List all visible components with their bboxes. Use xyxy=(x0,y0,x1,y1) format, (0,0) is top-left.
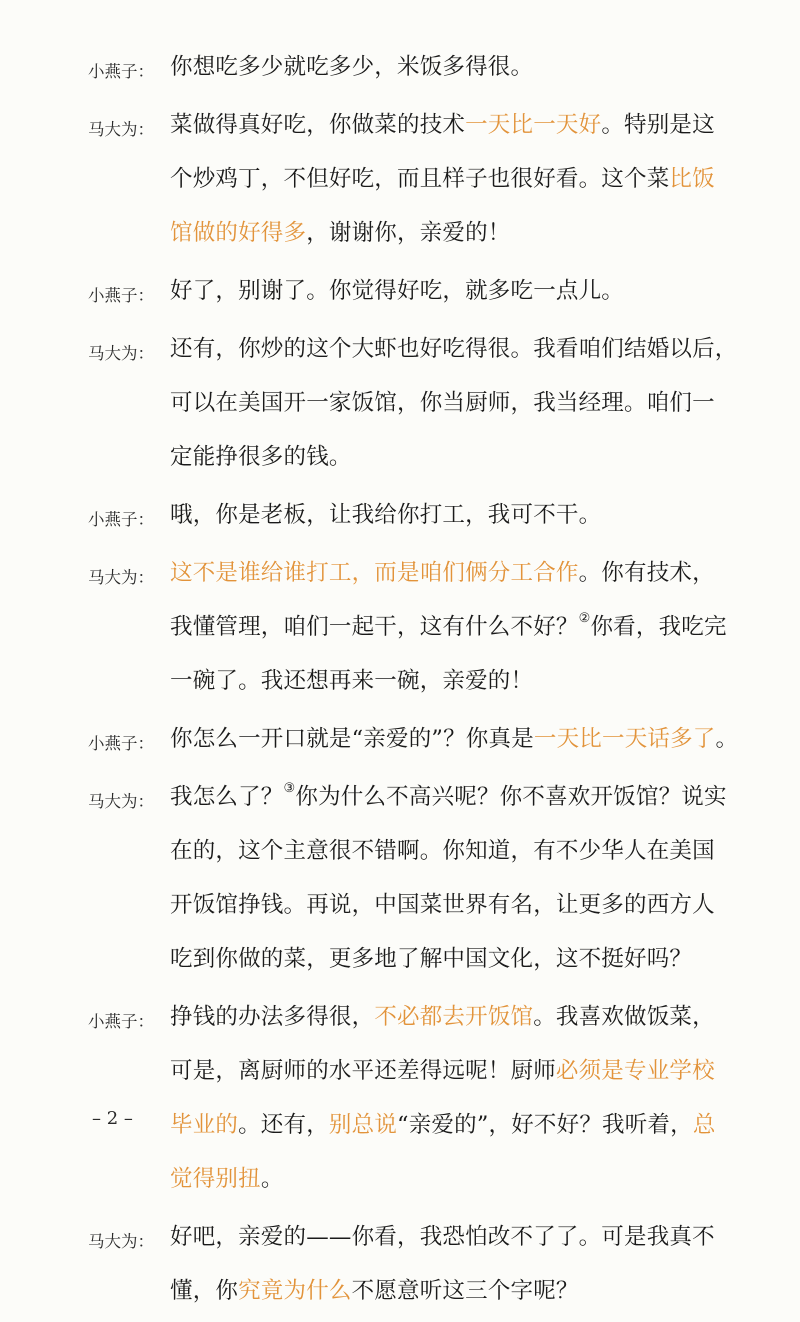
dialogue-text: “亲爱的”，好不好？我听着， xyxy=(397,1112,693,1138)
dialogue-text: 一碗了。我还想再来一碗，亲爱的！ xyxy=(170,668,534,694)
dialogue-text: ，谢谢你，亲爱的！ xyxy=(306,220,511,246)
highlighted-phrase: 别总说 xyxy=(328,1112,398,1138)
dialogue-text: 吃到你做的菜，更多地了解中国文化，这不挺好吗？ xyxy=(170,946,693,972)
dialogue-text: 可是，离厨师的水平还差得远呢！厨师 xyxy=(170,1058,556,1084)
dialogue-line xyxy=(170,44,770,98)
dialogue-text: 可以在美国开一家饭馆，你当厨师，我当经理。咱们一 xyxy=(170,390,715,416)
highlighted-phrase: 总 xyxy=(692,1112,716,1138)
dialogue-text: 好吧，亲爱的——你看，我恐怕改不了了。可是我真不 xyxy=(170,1224,715,1250)
highlighted-phrase: 这不是谁给谁打工，而是咱们俩分工合作 xyxy=(170,560,579,586)
speaker-label: 小燕子： xyxy=(88,62,154,81)
dialogue-text: 在的，这个主意很不错啊。你知道，有不少华人在美国 xyxy=(170,838,715,864)
dialogue-text: 定能挣很多的钱。 xyxy=(170,444,352,470)
dialogue-line xyxy=(170,882,770,936)
speaker-label: 小燕子： xyxy=(88,734,154,753)
dialogue-line xyxy=(170,658,770,712)
dialogue-text: 你想吃多少就吃多少，米饭多得很。 xyxy=(170,54,534,80)
speaker-label: 马大为： xyxy=(88,120,154,139)
dialogue-text: 你看，我吃完 xyxy=(590,614,727,640)
dialogue-line xyxy=(170,156,770,210)
dialogue-line xyxy=(170,210,770,264)
footnote-marker: ② xyxy=(578,611,591,626)
dialogue-line xyxy=(170,716,770,770)
highlighted-phrase: 不必都去开饭馆 xyxy=(374,1004,534,1030)
speaker-label: 马大为： xyxy=(88,1232,154,1251)
speaker-label: 马大为： xyxy=(88,792,154,811)
dialogue-line xyxy=(170,828,770,882)
dialogue-line xyxy=(170,994,770,1048)
dialogue-text: 不愿意听这三个字呢？ xyxy=(351,1278,579,1304)
dialogue-text: 。我喜欢做饭菜， xyxy=(533,1004,715,1030)
speaker-label: 马大为： xyxy=(88,568,154,587)
dialogue-text: 还有，你炒的这个大虾也好吃得很。我看咱们结婚以后， xyxy=(170,336,738,362)
dialogue-line xyxy=(170,380,770,434)
dialogue-text: 懂，你 xyxy=(170,1278,239,1304)
dialogue-text: 我怎么了？ xyxy=(170,784,284,810)
dialogue-line xyxy=(170,936,770,990)
dialogue-line xyxy=(170,102,770,156)
dialogue-text: 菜做得真好吃，你做菜的技术 xyxy=(170,112,466,138)
dialogue-line xyxy=(170,434,770,488)
dialogue-line xyxy=(170,492,770,546)
dialogue-line xyxy=(170,326,770,380)
dialogue-text: 个炒鸡丁，不但好吃，而且样子也很好看。这个菜 xyxy=(170,166,670,192)
dialogue-text: 开饭馆挣钱。再说，中国菜世界有名，让更多的西方人 xyxy=(170,892,715,918)
dialogue-text: 哦，你是老板，让我给你打工，我可不干。 xyxy=(170,502,602,528)
dialogue-line xyxy=(170,1048,770,1102)
dialogue-line xyxy=(170,268,770,322)
speaker-label: 马大为： xyxy=(88,344,154,363)
dialogue-text: 。 xyxy=(715,726,739,752)
highlighted-phrase: 比饭 xyxy=(669,166,715,192)
dialogue-line xyxy=(170,1156,770,1210)
highlighted-phrase: 觉得别扭 xyxy=(170,1166,261,1192)
page-number: – 2 – xyxy=(92,1108,133,1129)
dialogue-text: 你怎么一开口就是“亲爱的”？你真是 xyxy=(170,726,534,752)
dialogue-text: 。还有， xyxy=(238,1112,329,1138)
highlighted-phrase: 毕业的 xyxy=(170,1112,239,1138)
highlighted-phrase: 一天比一天好 xyxy=(465,112,602,138)
dialogue-text: 好了，别谢了。你觉得好吃，就多吃一点儿。 xyxy=(170,278,625,304)
footnote-marker: ③ xyxy=(283,781,296,796)
dialogue-text: 。特别是这 xyxy=(601,112,715,138)
highlighted-phrase: 必须是专业学校 xyxy=(555,1058,715,1084)
dialogue-line xyxy=(170,550,770,604)
dialogue-line xyxy=(170,774,770,828)
dialogue-line xyxy=(170,604,770,658)
speaker-label: 小燕子： xyxy=(88,510,154,529)
highlighted-phrase: 一天比一天话多了 xyxy=(533,726,716,752)
dialogue-text: 。 xyxy=(260,1166,284,1192)
highlighted-phrase: 馆做的好得多 xyxy=(170,220,307,246)
speaker-label: 小燕子： xyxy=(88,1012,154,1031)
dialogue-line xyxy=(170,1214,770,1268)
highlighted-phrase: 究竟为什么 xyxy=(238,1278,352,1304)
speaker-label: 小燕子： xyxy=(88,286,154,305)
dialogue-text: 挣钱的办法多得很， xyxy=(170,1004,375,1030)
dialogue-line xyxy=(170,1268,770,1322)
dialogue-text: 。你有技术， xyxy=(578,560,715,586)
dialogue-line xyxy=(170,1102,770,1156)
dialogue-text: 我懂管理，咱们一起干，这有什么不好？ xyxy=(170,614,579,640)
dialogue-text: 你为什么不高兴呢？你不喜欢开饭馆？说实 xyxy=(295,784,727,810)
